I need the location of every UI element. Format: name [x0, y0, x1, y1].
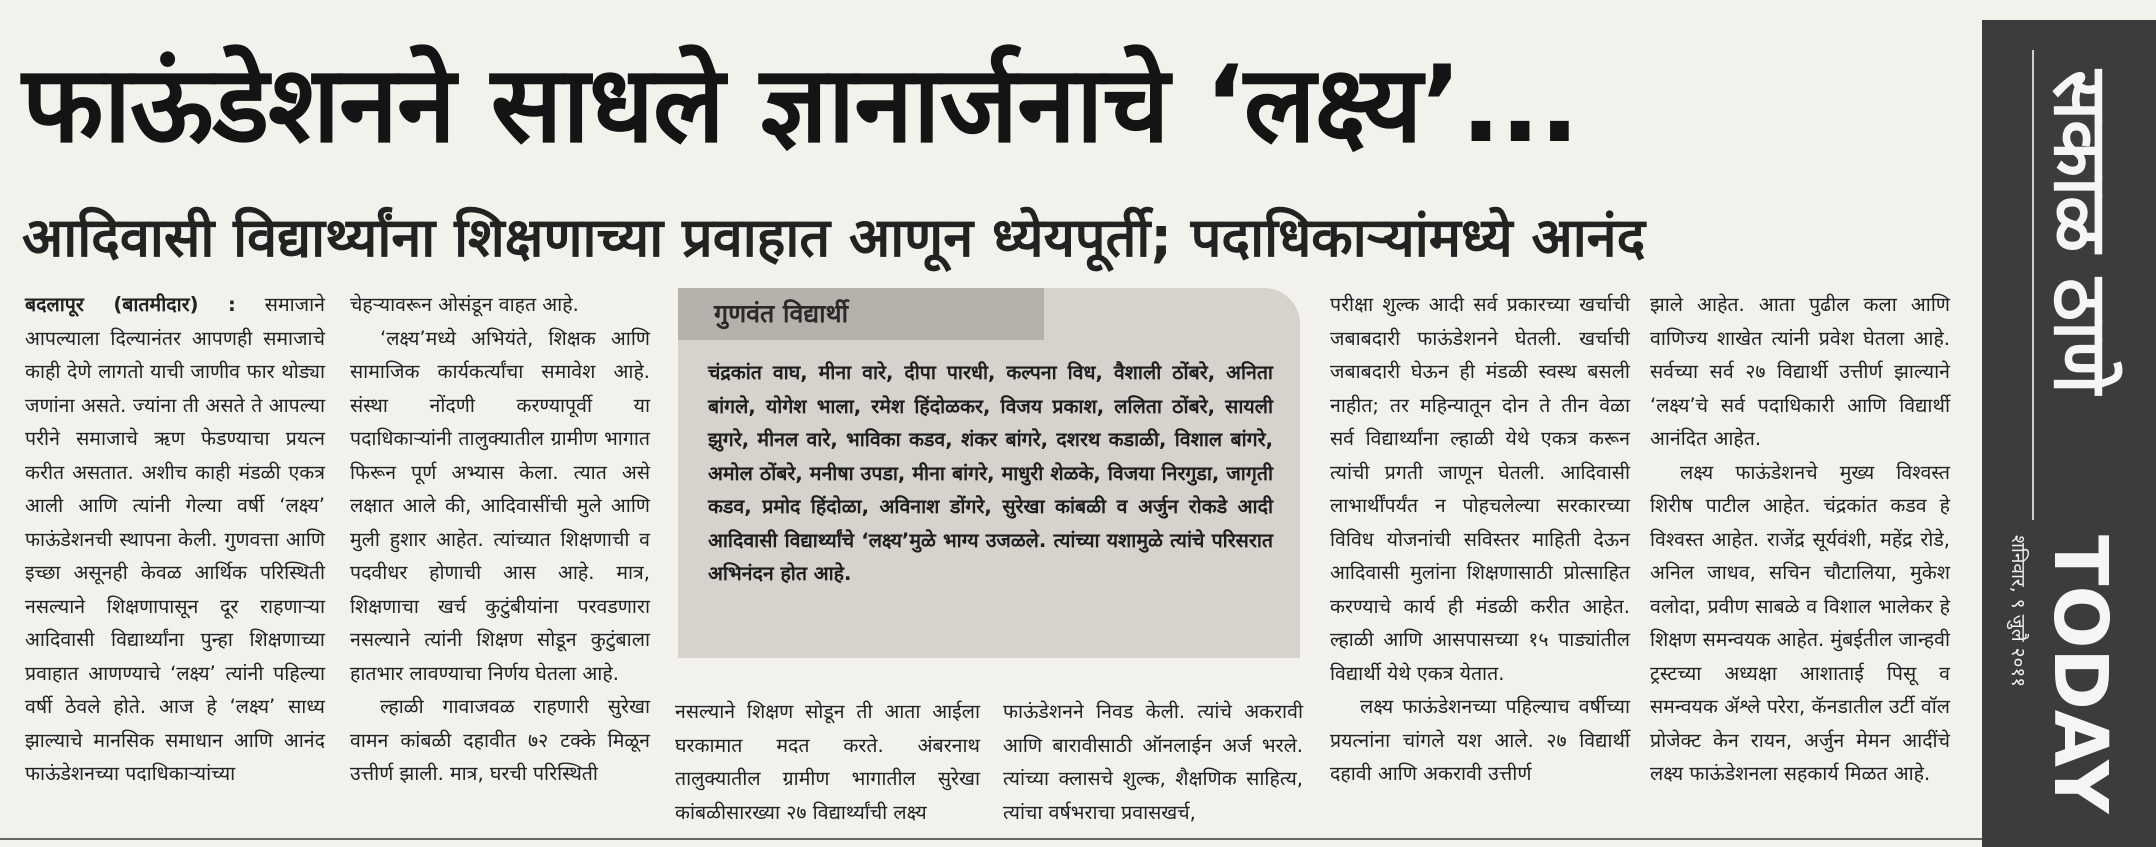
masthead-date: शनिवार, ९ जुलै २०११ — [2007, 535, 2029, 688]
paragraph — [25, 288, 325, 791]
paragraph: ‘लक्ष्य’मध्ये अभियंते, शिक्षक आणि सामाजिक कार्यकर्त्यांचा समावेश आहे. संस्था नोंदणी करण्यापूर्वी या पदाधिकाऱ्यांनी तालुक्यातील ग्रामीण भागात फिरून पूर्ण अभ्यास केला. त्यात असे लक्षात आले की, आदिवासींची मुले आणि मुली हुशार आहेत. त्यांच्यात शिक्षणाची व पदवीधर होणाची आस आहे. मात्र, शिक्षणाचा खर्च कुटुंबीयांना परवडणारा नसल्याने त्यांनी शिक्षण सोडून कुटुंबाला हातभार लावण्याचा निर्णय घेतला आहे. — [350, 326, 650, 685]
bottom-rule — [0, 838, 1982, 840]
paragraph: लक्ष्य फाऊंडेशनच्या पहिल्याच वर्षीच्या प्रयत्नांना चांगले यश आले. २७ विद्यार्थी दहावी आणि अकरावी उत्तीर्ण — [1330, 695, 1630, 785]
box-title: गुणवंत विद्यार्थी — [678, 288, 1044, 340]
masthead-divider — [2032, 50, 2034, 520]
dateline: बदलापूर (बातमीदार) : — [25, 293, 236, 316]
paragraph: नसल्याने शिक्षण सोडून ती आता आईला घरकामात मदत करते. अंबरनाथ तालुक्यातील ग्रामीण भागातील सुरेखा कांबळीसारख्या २७ विद्यार्थ्यांची लक्ष्य — [675, 700, 980, 824]
subheadline: आदिवासी विद्यार्थ्यांना शिक्षणाच्या प्रवाहात आणून ध्येयपूर्ती; पदाधिकाऱ्यांमध्ये आनंद — [22, 206, 1646, 269]
masthead-name: सकाळ ठाणे — [2037, 70, 2123, 394]
masthead-content — [1982, 20, 2156, 847]
paragraph: लक्ष्य फाऊंडेशनचे मुख्य विश्वस्त शिरीष पाटील आहेत. चंद्रकांत कडव हे विश्वस्त आहेत. राजेंद्र सूर्यवंशी, महेंद्र रोडे, अनिल जाधव, सचिन चौटालिया, मुकेश वलोदा, प्रवीण साबळे व विशाल भालेकर हे शिक्षण समन्वयक आहेत. मुंबईतील जान्हवी ट्रस्टच्या अध्यक्षा आशाताई पिसू व समन्वयक ॲश्ले परेरा, कॅनडातील उर्टी वॉल प्रोजेक्ट केन रायन, अर्जुन मेमन आदींचे लक्ष्य फाऊंडेशनला सहकार्य मिळत आहे. — [1650, 460, 1950, 785]
article-column-1 — [25, 288, 325, 791]
article-column-4 — [1003, 695, 1303, 829]
meritorious-students-box — [678, 288, 1300, 658]
masthead-strip — [1982, 20, 2156, 847]
paragraph-text: समाजाने आपल्याला दिल्यानंतर आपणही समाजाचे काही देणे लागतो याची जाणीव फार थोड्या जणांना असते. ज्यांना ती असते ते आपल्या परीने समाजाचे ऋण फेडण्याचा प्रयत्न करीत असतात. अशीच काही मंडळी एकत्र आली आणि त्यांनी गेल्या वर्षी ‘लक्ष्य’ फाऊंडेशनची स्थापना केली. गुणवत्ता आणि इच्छा असूनही केवळ आर्थिक परिस्थिती नसल्याने शिक्षणापासून दूर राहणाऱ्या आदिवासी विद्यार्थ्यांना पुन्हा शिक्षणाच्या प्रवाहात आणण्याचे ‘लक्ष्य’ त्यांनी पहिल्या वर्षी ठेवले होते. आज हे ‘लक्ष्य’ साध्य झाल्याचे मानसिक समाधान आणि आनंद फाऊंडेशनच्या पदाधिकाऱ्यांच्या — [25, 293, 326, 785]
box-text: चंद्रकांत वाघ, मीना वारे, दीपा पारधी, कल्पना विध, वैशाली ठोंबरे, अनिता बांगले, योगेश भाला, रमेश हिंदोळकर, विजय प्रकाश, ललिता ठोंबरे, सायली झुगरे, मीनल वारे, भाविका कडव, शंकर बांगरे, दशरथ कडाळी, विशाल बांगरे, अमोल ठोंबरे, मनीषा उपडा, मीना बांगरे, माधुरी शेळके, विजया निरगुडा, जागृती कडव, प्रमोद हिंदोळा, अविनाश डोंगरे, सुरेखा कांबळी व अर्जुन रोकडे आदी आदिवासी विद्यार्थ्यांचे ‘लक्ष्य’मुळे भाग्य उजळले. त्यांच्या यशामुळे त्यांचे परिसरात अभिनंदन होत आहे. — [708, 361, 1273, 585]
article-column-6 — [1650, 288, 1950, 791]
paragraph: परीक्षा शुल्क आदी सर्व प्रकारच्या खर्चाची जबाबदारी फाऊंडेशनने घेतली. खर्चाची जबाबदारी घेऊन ही मंडळी स्वस्थ बसली नाहीत; तर महिन्यातून दोन ते तीन वेळा सर्व विद्यार्थ्यांना ल्हाळी येथे एकत्र करून त्यांची प्रगती जाणून घेतली. आदिवासी लाभार्थींपर्यंत न पोहचलेल्या सरकारच्या विविध योजनांची सविस्तर माहिती देऊन आदिवासी मुलांना शिक्षणासाठी प्रोत्साहित करण्याचे कार्य ही मंडळी करीत आहेत. ल्हाळी आणि आसपासच्या १५ पाड्यांतील विद्यार्थी येथे एकत्र येतात. — [1330, 293, 1630, 685]
paragraph: ल्हाळी गावाजवळ राहणारी सुरेखा वामन कांबळी दहावीत ७२ टक्के मिळून उत्तीर्ण झाली. मात्र, घरची परिस्थिती — [350, 695, 650, 785]
masthead-today: TODAY — [2037, 535, 2123, 814]
paragraph: फाऊंडेशनने निवड केली. त्यांचे अकरावी आणि बारावीसाठी ऑनलाईन अर्ज भरले. त्यांच्या क्लासचे शुल्क, शैक्षणिक साहित्य, त्यांचा वर्षभराचा प्रवासखर्च, — [1003, 700, 1303, 824]
paragraph: झाले आहेत. आता पुढील कला आणि वाणिज्य शाखेत त्यांनी प्रवेश घेतला आहे. सर्वच्या सर्व २७ विद्यार्थी उत्तीर्ण झाल्याने ‘लक्ष्य’चे सर्व पदाधिकारी आणि विद्यार्थी आनंदित आहेत. — [1650, 293, 1950, 450]
paragraph: चेहऱ्यावरून ओसंडून वाहत आहे. — [350, 293, 579, 316]
headline: फाऊंडेशनने साधले ज्ञानार्जनाचे ‘लक्ष्य’... — [22, 43, 1579, 166]
article-column-2 — [350, 288, 650, 791]
article-column-5 — [1330, 288, 1630, 791]
article-column-3 — [675, 695, 980, 829]
